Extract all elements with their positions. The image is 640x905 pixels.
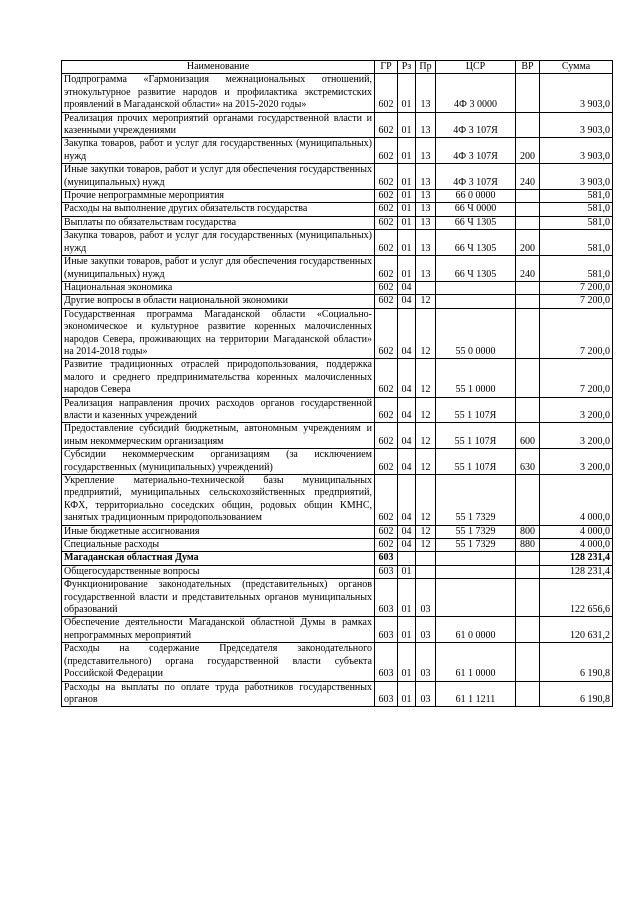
cell-name: Прочие непрограммные мероприятия (62, 190, 375, 203)
cell-gr: 602 (375, 138, 398, 164)
cell-csr: 4Ф 3 107Я (436, 164, 516, 190)
cell-name: Реализация прочих мероприятий органами государственной власти и казенными учреждениями (62, 112, 375, 138)
budget-table (61, 60, 613, 707)
cell-csr: 66 Ч 1305 (436, 230, 516, 256)
cell-gr: 602 (375, 230, 398, 256)
table-row (62, 203, 613, 216)
cell-pr: 13 (416, 203, 436, 216)
cell-vr (516, 308, 540, 359)
cell-vr (516, 281, 540, 294)
cell-vr (516, 617, 540, 643)
cell-rz: 04 (398, 295, 416, 308)
cell-pr (416, 552, 436, 565)
cell-gr: 603 (375, 579, 398, 617)
cell-gr: 602 (375, 423, 398, 449)
cell-vr (516, 643, 540, 681)
cell-gr: 603 (375, 565, 398, 578)
cell-gr: 603 (375, 552, 398, 565)
cell-sum: 7 200,0 (540, 295, 613, 308)
cell-sum: 3 200,0 (540, 397, 613, 423)
cell-name: Расходы на выплаты по оплате труда работников государственных органов (62, 681, 375, 707)
cell-gr: 603 (375, 643, 398, 681)
cell-pr: 03 (416, 579, 436, 617)
table-row (62, 565, 613, 578)
cell-vr: 880 (516, 539, 540, 552)
cell-gr: 602 (375, 539, 398, 552)
cell-csr (436, 579, 516, 617)
table-row (62, 190, 613, 203)
cell-pr: 13 (416, 74, 436, 112)
cell-vr (516, 74, 540, 112)
cell-sum: 3 200,0 (540, 449, 613, 475)
cell-sum: 3 903,0 (540, 74, 613, 112)
cell-sum: 4 000,0 (540, 475, 613, 526)
cell-pr: 12 (416, 359, 436, 397)
cell-name: Национальная экономика (62, 281, 375, 294)
cell-vr (516, 216, 540, 229)
cell-sum: 581,0 (540, 190, 613, 203)
cell-rz: 01 (398, 112, 416, 138)
table-row (62, 449, 613, 475)
cell-rz: 01 (398, 579, 416, 617)
header-vr: ВР (516, 61, 540, 74)
cell-name: Закупка товаров, работ и услуг для государственных (муниципальных) нужд (62, 230, 375, 256)
cell-rz: 01 (398, 230, 416, 256)
cell-pr: 12 (416, 397, 436, 423)
cell-pr: 13 (416, 256, 436, 282)
cell-csr: 4Ф 3 107Я (436, 112, 516, 138)
cell-gr: 602 (375, 475, 398, 526)
cell-csr: 55 1 7329 (436, 525, 516, 538)
cell-pr (416, 281, 436, 294)
cell-pr: 12 (416, 475, 436, 526)
cell-sum: 7 200,0 (540, 308, 613, 359)
cell-name: Расходы на выполнение других обязательств государства (62, 203, 375, 216)
cell-rz: 01 (398, 164, 416, 190)
cell-gr: 602 (375, 397, 398, 423)
cell-sum: 3 903,0 (540, 164, 613, 190)
table-row (62, 359, 613, 397)
cell-csr: 61 1 0000 (436, 643, 516, 681)
cell-csr: 66 0 0000 (436, 190, 516, 203)
cell-rz: 01 (398, 643, 416, 681)
cell-gr: 602 (375, 216, 398, 229)
cell-vr (516, 397, 540, 423)
header-csr: ЦСР (436, 61, 516, 74)
cell-gr: 602 (375, 295, 398, 308)
cell-name: Другие вопросы в области национальной экономики (62, 295, 375, 308)
cell-name: Закупка товаров, работ и услуг для государственных (муниципальных) нужд (62, 138, 375, 164)
cell-sum: 128 231,4 (540, 565, 613, 578)
cell-pr: 12 (416, 423, 436, 449)
cell-name: Реализация направления прочих расходов органов государственной власти и казенных учреждений (62, 397, 375, 423)
cell-vr (516, 552, 540, 565)
cell-gr: 602 (375, 164, 398, 190)
cell-name: Функционирование законодательных (представительных) органов государственной власти и представительных органов муниципальных образований (62, 579, 375, 617)
cell-vr (516, 359, 540, 397)
cell-name: Подпрограмма «Гармонизация межнациональных отношений, этнокультурное развитие народов и профилактика экстремистских проявлений в Магаданской области» на 2015-2020 годы» (62, 74, 375, 112)
table-row (62, 138, 613, 164)
cell-csr: 4Ф 3 107Я (436, 138, 516, 164)
cell-gr: 603 (375, 617, 398, 643)
cell-pr: 12 (416, 308, 436, 359)
header-sum: Сумма (540, 61, 613, 74)
cell-rz (398, 552, 416, 565)
cell-csr (436, 295, 516, 308)
cell-pr: 13 (416, 216, 436, 229)
cell-csr (436, 552, 516, 565)
cell-csr: 61 0 0000 (436, 617, 516, 643)
cell-pr (416, 565, 436, 578)
cell-rz: 04 (398, 525, 416, 538)
cell-name: Магаданская областная Дума (62, 552, 375, 565)
cell-vr: 200 (516, 230, 540, 256)
cell-sum: 3 903,0 (540, 138, 613, 164)
cell-pr: 03 (416, 681, 436, 707)
cell-gr: 602 (375, 525, 398, 538)
cell-csr: 55 1 7329 (436, 475, 516, 526)
cell-gr: 603 (375, 681, 398, 707)
cell-rz: 04 (398, 281, 416, 294)
cell-gr: 602 (375, 281, 398, 294)
cell-vr (516, 565, 540, 578)
cell-csr: 66 Ч 0000 (436, 203, 516, 216)
cell-vr (516, 190, 540, 203)
cell-rz: 01 (398, 256, 416, 282)
table-row (62, 256, 613, 282)
cell-name: Иные закупки товаров, работ и услуг для обеспечения государственных (муниципальных) нужд (62, 164, 375, 190)
cell-csr: 55 1 107Я (436, 449, 516, 475)
cell-sum: 581,0 (540, 230, 613, 256)
cell-vr: 630 (516, 449, 540, 475)
cell-csr: 4Ф 3 0000 (436, 74, 516, 112)
table-row (62, 397, 613, 423)
cell-pr: 12 (416, 449, 436, 475)
cell-pr: 03 (416, 617, 436, 643)
cell-sum: 122 656,6 (540, 579, 613, 617)
cell-vr (516, 579, 540, 617)
cell-rz: 04 (398, 359, 416, 397)
cell-gr: 602 (375, 256, 398, 282)
cell-pr: 12 (416, 539, 436, 552)
cell-sum: 3 200,0 (540, 423, 613, 449)
cell-csr: 55 1 0000 (436, 359, 516, 397)
cell-csr: 55 0 0000 (436, 308, 516, 359)
cell-pr: 13 (416, 138, 436, 164)
table-row (62, 216, 613, 229)
cell-pr: 13 (416, 112, 436, 138)
cell-csr (436, 565, 516, 578)
cell-vr (516, 295, 540, 308)
cell-name: Общегосударственные вопросы (62, 565, 375, 578)
table-row (62, 643, 613, 681)
table-row (62, 112, 613, 138)
cell-vr (516, 681, 540, 707)
cell-csr: 55 1 7329 (436, 539, 516, 552)
header-rz: Рз (398, 61, 416, 74)
cell-rz: 01 (398, 138, 416, 164)
cell-sum: 3 903,0 (540, 112, 613, 138)
cell-csr: 61 1 1211 (436, 681, 516, 707)
cell-rz: 01 (398, 681, 416, 707)
cell-sum: 120 631,2 (540, 617, 613, 643)
table-row (62, 308, 613, 359)
cell-pr: 13 (416, 190, 436, 203)
cell-rz: 01 (398, 216, 416, 229)
cell-gr: 602 (375, 359, 398, 397)
cell-sum: 7 200,0 (540, 281, 613, 294)
cell-rz: 01 (398, 565, 416, 578)
cell-gr: 602 (375, 190, 398, 203)
table-row (62, 281, 613, 294)
table-row (62, 295, 613, 308)
table-row (62, 74, 613, 112)
table-row (62, 475, 613, 526)
cell-name: Иные бюджетные ассигнования (62, 525, 375, 538)
cell-rz: 04 (398, 397, 416, 423)
header-row (62, 61, 613, 74)
cell-rz: 04 (398, 539, 416, 552)
cell-sum: 581,0 (540, 216, 613, 229)
header-pr: Пр (416, 61, 436, 74)
cell-rz: 04 (398, 449, 416, 475)
table-row (62, 525, 613, 538)
cell-name: Субсидии некоммерческим организациям (за исключением государственных (муниципальных) учреждений) (62, 449, 375, 475)
cell-pr: 03 (416, 643, 436, 681)
cell-name: Специальные расходы (62, 539, 375, 552)
table-row (62, 617, 613, 643)
cell-vr (516, 475, 540, 526)
table-row (62, 539, 613, 552)
table-row (62, 681, 613, 707)
cell-pr: 12 (416, 295, 436, 308)
cell-name: Государственная программа Магаданской области «Социально-экономическое и культурное развитие коренных малочисленных народов Севера, проживающих на территории Магаданской области» на 2014-2018 годы» (62, 308, 375, 359)
cell-name: Предоставление субсидий бюджетным, автономным учреждениям и иным некоммерческим организациям (62, 423, 375, 449)
cell-sum: 6 190,8 (540, 643, 613, 681)
cell-name: Обеспечение деятельности Магаданской областной Думы в рамках непрограммных мероприятий (62, 617, 375, 643)
cell-rz: 01 (398, 617, 416, 643)
cell-vr (516, 112, 540, 138)
cell-rz: 01 (398, 190, 416, 203)
cell-name: Развитие традиционных отраслей природопользования, поддержка малого и среднего предпринимательства коренных малочисленных народов Севера (62, 359, 375, 397)
cell-pr: 13 (416, 164, 436, 190)
cell-name: Расходы на содержание Председателя законодательного (представительного) органа государственной власти субъекта Российской Федерации (62, 643, 375, 681)
cell-csr: 55 1 107Я (436, 397, 516, 423)
cell-sum: 128 231,4 (540, 552, 613, 565)
cell-gr: 602 (375, 74, 398, 112)
cell-name: Укрепление материально-технической базы муниципальных предприятий, муниципальных сельскохозяйственных предприятий, КФХ, территориально соседских общин, родовых общин КМНС, занятых традиционным природопользованием (62, 475, 375, 526)
cell-csr: 55 1 107Я (436, 423, 516, 449)
table-row (62, 552, 613, 565)
cell-name: Иные закупки товаров, работ и услуг для обеспечения государственных (муниципальных) нужд (62, 256, 375, 282)
table-row (62, 423, 613, 449)
cell-sum: 4 000,0 (540, 525, 613, 538)
cell-vr: 800 (516, 525, 540, 538)
table-row (62, 164, 613, 190)
cell-rz: 04 (398, 308, 416, 359)
header-gr: ГР (375, 61, 398, 74)
cell-sum: 7 200,0 (540, 359, 613, 397)
table-row (62, 230, 613, 256)
header-name: Наименование (62, 61, 375, 74)
cell-csr (436, 281, 516, 294)
cell-name: Выплаты по обязательствам государства (62, 216, 375, 229)
cell-rz: 04 (398, 475, 416, 526)
cell-vr: 240 (516, 164, 540, 190)
cell-gr: 602 (375, 308, 398, 359)
cell-rz: 01 (398, 74, 416, 112)
cell-rz: 01 (398, 203, 416, 216)
cell-vr: 600 (516, 423, 540, 449)
cell-vr: 240 (516, 256, 540, 282)
cell-gr: 602 (375, 203, 398, 216)
table-row (62, 579, 613, 617)
cell-sum: 6 190,8 (540, 681, 613, 707)
cell-rz: 04 (398, 423, 416, 449)
cell-pr: 12 (416, 525, 436, 538)
cell-pr: 13 (416, 230, 436, 256)
cell-sum: 581,0 (540, 203, 613, 216)
cell-gr: 602 (375, 112, 398, 138)
cell-csr: 66 Ч 1305 (436, 216, 516, 229)
cell-csr: 66 Ч 1305 (436, 256, 516, 282)
cell-sum: 4 000,0 (540, 539, 613, 552)
cell-gr: 602 (375, 449, 398, 475)
cell-sum: 581,0 (540, 256, 613, 282)
cell-vr (516, 203, 540, 216)
cell-vr: 200 (516, 138, 540, 164)
